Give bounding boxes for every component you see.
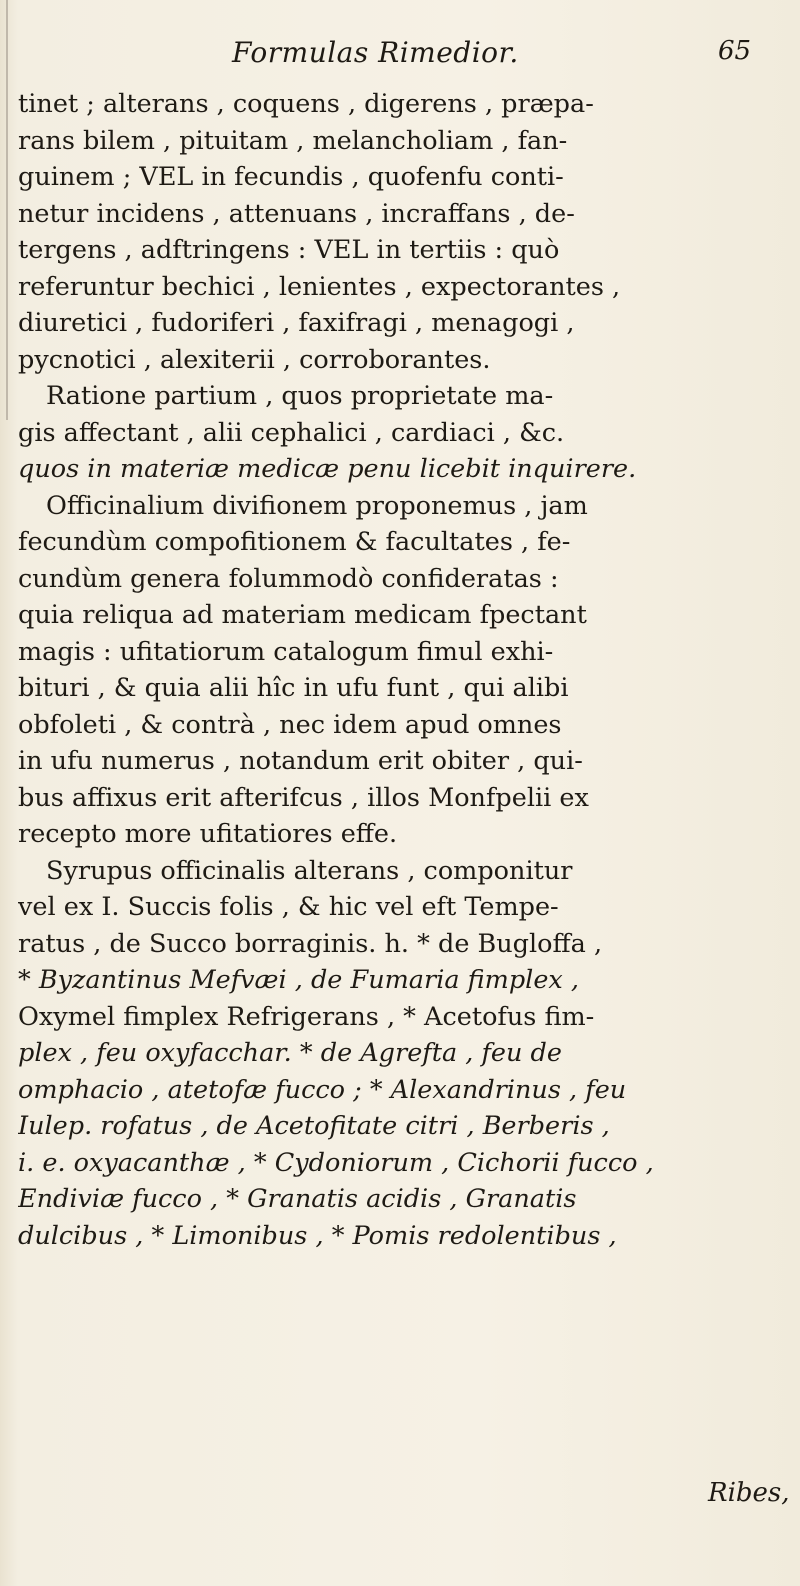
text-line: pycnotici , alexiterii , corroborantes. — [18, 344, 491, 375]
text-line: obfoleti , & contrà , nec idem apud omnes — [18, 709, 562, 740]
text-line: referuntur bechici , lenientes , expectorantes , — [18, 271, 621, 302]
page-header — [0, 36, 800, 76]
text-line: rans bilem , pituitam , melancholiam , fan- — [18, 125, 568, 156]
text-line: ratus , de Succo borraginis. h. * de Bugloffa , — [18, 928, 603, 959]
page-number: 65 — [718, 36, 752, 66]
text-line: plex , feu oxyfacchar. * de Agrefta , feu de — [18, 1038, 562, 1068]
text-line: tergens , adftringens : VEL in tertiis : quò — [18, 235, 560, 265]
text-line: cundùm genera folummodò confideratas : — [18, 563, 559, 594]
text-line: vel ex I. Succis folis , & hic vel eft Tempe- — [18, 892, 559, 922]
text-line: Iulep. rofatus , de Acetofitate citri , Berberis , — [18, 1111, 610, 1141]
text-line: dulcibus , * Limonibus , * Pomis redolentibus , — [18, 1220, 617, 1251]
text-line: bituri , & quia alii hîc in ufu funt , qui alibi — [18, 673, 569, 703]
text-line: * Byzantinus Mefvæi , de Fumaria fimplex , — [18, 965, 580, 995]
text-line: diuretici , fudoriferi , faxifragi , menagogi , — [18, 308, 575, 338]
text-line: guinem ; VEL in fecundis , quofenfu conti- — [18, 162, 564, 192]
body-text — [18, 86, 788, 1254]
text-line: omphacio , atetofæ fucco ; * Alexandrinus , feu — [18, 1074, 627, 1105]
text-line: Syrupus officinalis alterans , componitur — [46, 855, 573, 886]
text-line: bus affixus erit afterifcus , illos Monfpelii ex — [18, 782, 589, 813]
catchword: Ribes, — [708, 1478, 790, 1508]
text-line: tinet ; alterans , coquens , digerens , præpa- — [18, 89, 594, 119]
text-line: quos in materiæ medicæ penu licebit inquirere. — [18, 454, 637, 484]
text-line: Officinalium divifionem proponemus , jam — [46, 490, 588, 521]
text-line: Ratione partium , quos proprietate ma- — [46, 381, 554, 411]
running-title: Formulas Rimedior. — [232, 36, 519, 69]
text-line: gis affectant , alii cephalici , cardiaci , &c. — [18, 417, 565, 448]
text-line: in ufu numerus , notandum erit obiter , qui- — [18, 746, 583, 776]
text-line: magis : ufitatiorum catalogum fimul exhi- — [18, 636, 554, 667]
text-line: netur incidens , attenuans , incraffans , de- — [18, 198, 575, 229]
text-line: i. e. oxyacanthæ , * Cydoniorum , Cichorii fucco , — [18, 1147, 654, 1178]
text-line: quia reliqua ad materiam medicam fpectant — [18, 600, 587, 630]
text-line: fecundùm compofitionem & facultates , fe- — [18, 527, 571, 557]
text-line: recepto more ufitatiores effe. — [18, 819, 398, 849]
text-line: Oxymel fimplex Refrigerans , * Acetofus fim- — [18, 1001, 595, 1032]
text-line: Endiviæ fucco , * Granatis acidis , Granatis — [18, 1184, 577, 1214]
